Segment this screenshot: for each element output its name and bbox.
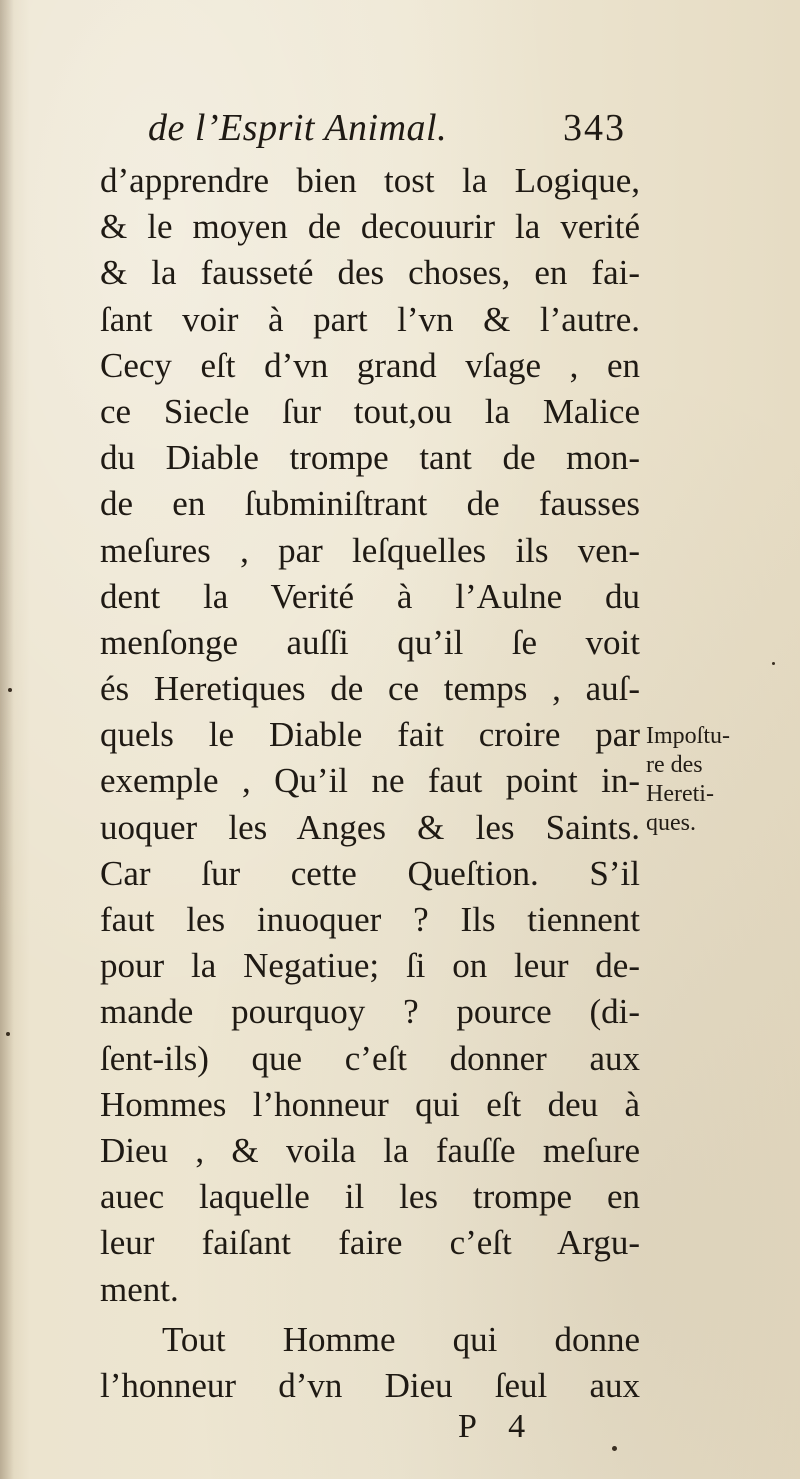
text-line: uoquer les Anges & les Saints.: [100, 807, 640, 847]
text-line: du Diable trompe tant de mon-: [100, 438, 640, 478]
text-line: és Heretiques de ce temps , auſ-: [100, 669, 640, 709]
text-line: & le moyen de decouurir la verité: [100, 207, 640, 247]
text-line: mande pourquoy ? pource (di-: [100, 992, 640, 1032]
text-line: ſent-ils) que c’eſt donner aux: [100, 1038, 640, 1078]
ink-speck: [772, 662, 775, 665]
text-line: Dieu , & voila la fauſſe meſure: [100, 1130, 640, 1170]
text-line: pour la Negatiue; ſi on leur de-: [100, 946, 640, 986]
page-edge-shadow: [0, 0, 14, 1479]
text-line: Car ſur cette Queſtion. S’il: [100, 853, 640, 893]
page-header: [140, 100, 640, 160]
text-line: ſant voir à part l’vn & l’autre.: [100, 299, 640, 339]
marginal-note-line: Hereti-: [646, 781, 714, 807]
marginal-note-line: ques.: [646, 810, 696, 836]
text-line: faut les inuoquer ? Ils tiennent: [100, 900, 640, 939]
text-line: d’apprendre bien tost la Logique,: [100, 161, 640, 200]
text-line: Tout Homme qui donne: [162, 1319, 640, 1359]
ink-speck: [8, 688, 12, 692]
ink-speck: [6, 1032, 10, 1036]
marginal-note: [646, 722, 776, 838]
text-line: quels le Diable fait croire par: [100, 715, 640, 755]
text-line: Hommes l’honneur qui eſt deu à: [100, 1084, 640, 1124]
page-number: 343: [563, 107, 626, 149]
text-line: dent la Verité à l’Aulne du: [100, 576, 640, 616]
text-line: ce Siecle ſur tout,ou la Malice: [100, 391, 640, 431]
ink-speck: [612, 1446, 617, 1451]
text-line: exemple , Qu’il ne faut point in-: [100, 761, 640, 801]
text-line: meſures , par leſquelles ils ven-: [100, 530, 640, 570]
text-line: ment.: [100, 1269, 179, 1309]
text-line: leur faiſant faire c’eſt Argu-: [100, 1223, 640, 1263]
body-text: [100, 158, 640, 1409]
text-line: Cecy eſt d’vn grand vſage , en: [100, 345, 640, 385]
text-line: menſonge auſſi qu’il ſe voit: [100, 622, 640, 662]
text-line: de en ſubminiſtrant de fausses: [100, 484, 640, 524]
running-title: de l’Esprit Animal.: [148, 107, 448, 149]
marginal-note-line: re des: [646, 752, 703, 778]
text-line: auec laquelle il les trompe en: [100, 1177, 640, 1217]
text-line: & la fausseté des choses, en fai-: [100, 253, 640, 293]
signature-mark: P 4: [458, 1408, 538, 1445]
marginal-note-line: Impoſtu-: [646, 723, 730, 749]
text-line: l’honneur d’vn Dieu ſeul aux: [100, 1365, 640, 1405]
